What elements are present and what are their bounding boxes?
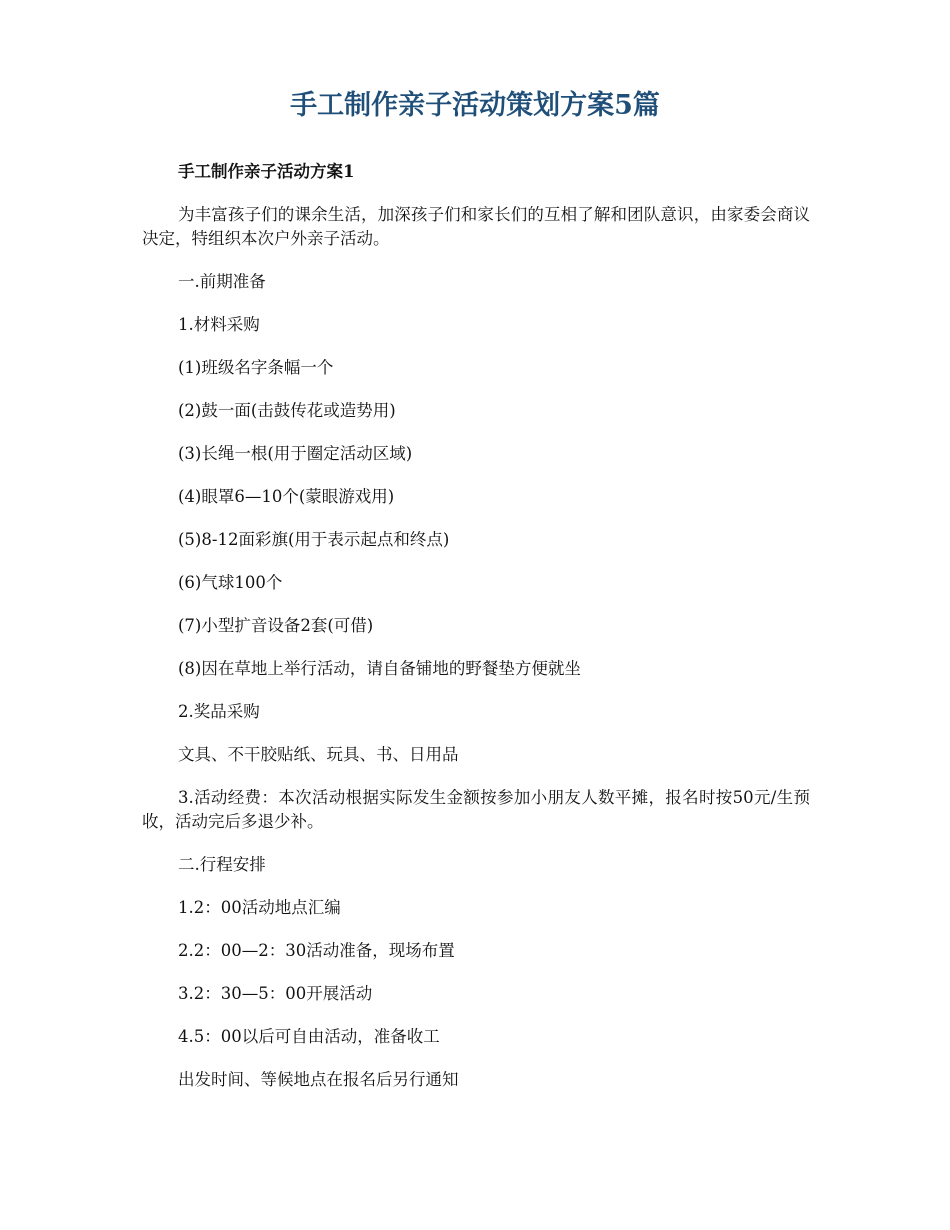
paragraph-budget: 3.活动经费：本次活动根据实际发生金额按参加小朋友人数平摊，报名时按50元/生预收，活动完后多退少补。: [142, 788, 810, 831]
schedule-item: 3.2：30—5：00开展活动: [178, 984, 373, 1003]
list-item: (5)8-12面彩旗(用于表示起点和终点): [178, 530, 450, 549]
list-item: (4)眼罩6—10个(蒙眼游戏用): [178, 487, 395, 506]
paragraph-intro: 为丰富孩子们的课余生活，加深孩子们和家长们的互相了解和团队意识，由家委会商议决定，特组织本次户外亲子活动。: [142, 205, 810, 248]
schedule-item: 2.2：00—2：30活动准备，现场布置: [178, 941, 455, 960]
paragraph-notice: 出发时间、等候地点在报名后另行通知: [178, 1070, 459, 1089]
list-item: (1)班级名字条幅一个: [178, 358, 334, 377]
paragraph-section-two: 二.行程安排: [178, 855, 266, 874]
list-item: (6)气球100个: [178, 573, 283, 592]
paragraph-section-one: 一.前期准备: [178, 272, 266, 291]
list-item: (7)小型扩音设备2套(可借): [178, 616, 374, 635]
paragraph-prize-items: 文具、不干胶贴纸、玩具、书、日用品: [178, 745, 459, 764]
list-item: (2)鼓一面(击鼓传花或造势用): [178, 401, 396, 420]
list-item: (3)长绳一根(用于圈定活动区域): [178, 444, 413, 463]
list-item: (8)因在草地上举行活动，请自备铺地的野餐垫方便就坐: [178, 659, 581, 678]
schedule-item: 1.2：00活动地点汇编: [178, 898, 341, 917]
paragraph-prizes: 2.奖品采购: [178, 702, 260, 721]
document-body: [142, 160, 810, 1111]
paragraph-materials: 1.材料采购: [178, 315, 260, 334]
section-heading: 手工制作亲子活动方案1: [178, 162, 355, 181]
document-title: 手工制作亲子活动策划方案5篇: [290, 90, 660, 121]
schedule-item: 4.5：00以后可自由活动，准备收工: [178, 1027, 440, 1046]
